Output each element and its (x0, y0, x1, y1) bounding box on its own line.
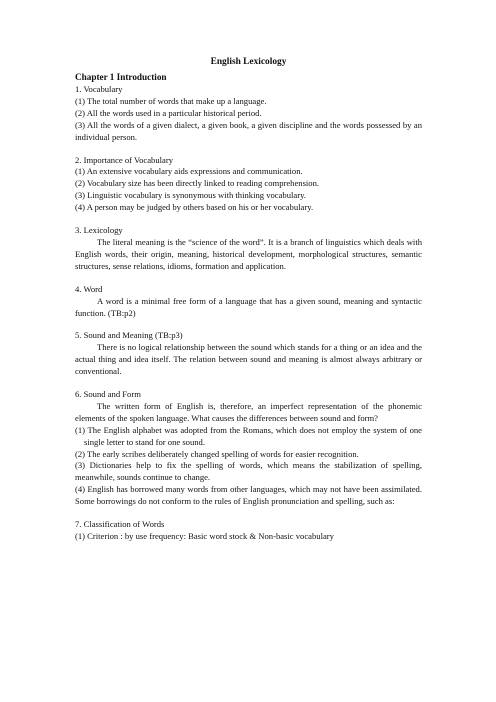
chapter-heading: Chapter 1 Introduction (75, 72, 167, 82)
section-heading-classification: 7. Classification of Words (75, 519, 165, 530)
sound-form-paragraph: The written form of English is, therefore, an imperfect representation of the phonemic elements of the spoken language. What causes the differences between sound and form? (75, 400, 422, 423)
section-heading-vocabulary: 1. Vocabulary (75, 84, 123, 94)
lexicology-paragraph: The literal meaning is the “science of the word”. It is a branch of linguistics which deals with English words, their origin, meaning, historical development, morphological structures, semantic structures, sense relations, idioms, formation and application. (75, 236, 422, 271)
section-spacer (75, 144, 422, 155)
importance-item-4: (4) A person may be judged by others based on his or her vocabulary. (75, 202, 314, 213)
vocabulary-item-2: (2) All the words used in a particular historical period. (75, 107, 262, 118)
sound-form-item-1: (1) The English alphabet was adopted from the Romans, which does not employ the system of one single letter to stand for one sound. (75, 424, 422, 447)
word-paragraph: A word is a minimal free form of a language that has a given sound, meaning and syntactic function. (TB:p2) (75, 295, 422, 318)
document-title: English Lexicology (210, 57, 287, 67)
importance-item-1: (1) An extensive vocabulary aids expressions and communication. (75, 166, 303, 177)
importance-item-2: (2) Vocabulary size has been directly linked to reading comprehension. (75, 178, 320, 189)
sound-form-item-4: (4) English has borrowed many words from other languages, which may not have been assimilated. Some borrowings do not conform to the rules of English pronunciation and spelling, such as: (75, 484, 422, 507)
section-spacer (75, 378, 422, 389)
section-heading-sound-form: 6. Sound and Form (75, 389, 141, 400)
section-spacer (75, 273, 422, 284)
sound-form-item-3: (3) Dictionaries help to fix the spelling of words, which means the stabilization of spelling, meanwhile, sounds continue to change. (75, 460, 422, 483)
section-heading-word: 4. Word (75, 283, 103, 294)
section-spacer (75, 214, 422, 225)
importance-item-3: (3) Linguistic vocabulary is synonymous with thinking vocabulary. (75, 190, 306, 201)
section-heading-lexicology: 3. Lexicology (75, 225, 123, 236)
section-spacer (75, 508, 422, 519)
vocabulary-item-3: (3) All the words of a given dialect, a given book, a given discipline and the words possessed by an individual person. (75, 119, 422, 142)
document-body (75, 56, 422, 543)
section-spacer (75, 319, 422, 330)
classification-item-1: (1) Criterion : by use frequency: Basic word stock & Non-basic vocabulary (75, 531, 334, 541)
section-heading-importance: 2. Importance of Vocabulary (75, 154, 174, 165)
sound-meaning-paragraph: There is no logical relationship between the sound which stands for a thing or an idea and the actual thing and idea itself. The relation between sound and meaning is almost always arbitrary or conventional. (75, 342, 422, 377)
section-heading-sound-meaning: 5. Sound and Meaning (TB:p3) (75, 330, 183, 341)
sound-form-item-2: (2) The early scribes deliberately changed spelling of words for easier recognition. (75, 448, 359, 459)
vocabulary-item-1: (1) The total number of words that make up a language. (75, 95, 267, 106)
